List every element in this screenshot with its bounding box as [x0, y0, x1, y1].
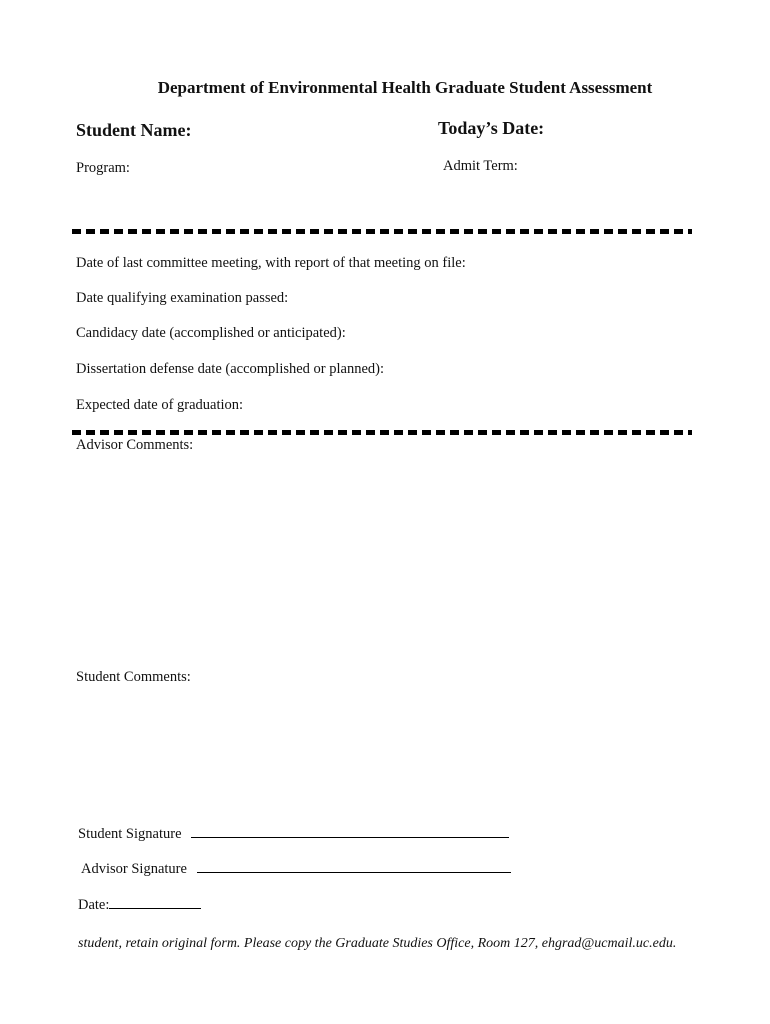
- section-divider-top: [72, 229, 692, 234]
- student-name-label: Student Name:: [76, 120, 192, 140]
- advisor-signature-row: [81, 858, 511, 878]
- advisor-signature-label: Advisor Signature: [81, 861, 187, 877]
- program-label: Program:: [76, 160, 130, 176]
- date-row: [78, 894, 201, 914]
- date-line: [109, 894, 201, 909]
- admit-term-label: Admit Term:: [443, 158, 518, 174]
- advisor-signature-line: [197, 858, 489, 873]
- student-signature-row: [78, 823, 509, 843]
- committee-meeting-label: Date of last committee meeting, with report of that meeting on file:: [76, 255, 466, 271]
- candidacy-date-label: Candidacy date (accomplished or anticipated):: [76, 325, 346, 341]
- advisor-comments-label: Advisor Comments:: [76, 437, 194, 453]
- student-comments-label: Student Comments:: [76, 669, 191, 685]
- advisor-signature-line-tail: [489, 858, 511, 873]
- footer-note: student, retain original form. Please copy the Graduate Studies Office, Room 127, ehgrad@ucmail.uc.edu.: [78, 936, 677, 951]
- qualifying-exam-label: Date qualifying examination passed:: [76, 290, 289, 306]
- graduation-date-label: Expected date of graduation:: [76, 397, 244, 413]
- student-signature-line: [191, 823, 509, 838]
- todays-date-label: Today’s Date:: [438, 118, 545, 138]
- date-label: Date:: [78, 897, 110, 913]
- page-title: Department of Environmental Health Graduate Student Assessment: [157, 78, 653, 97]
- defense-date-label: Dissertation defense date (accomplished or planned):: [76, 361, 385, 377]
- student-signature-label: Student Signature: [78, 826, 182, 842]
- section-divider-bottom: [72, 430, 692, 435]
